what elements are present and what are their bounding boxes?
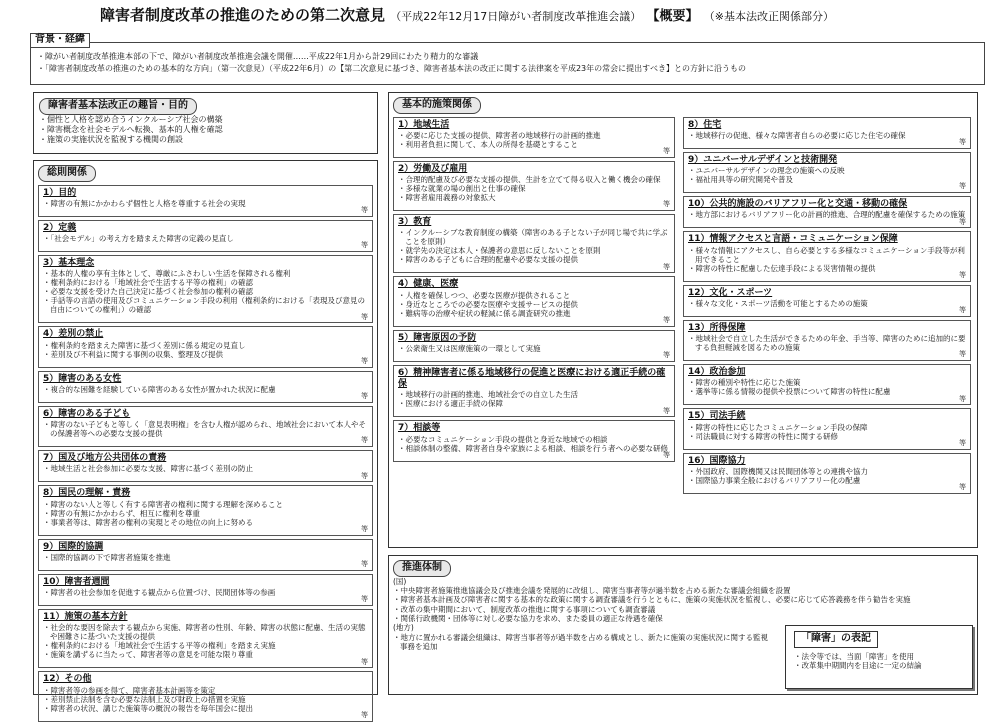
policy-section: [393, 420, 675, 461]
notation-box: [785, 625, 973, 689]
aims-box: [33, 92, 378, 154]
section-title: 6）精神障害者に係る地域移行の促進と医療における適正手続の確保: [398, 367, 666, 389]
section-items: [688, 334, 966, 352]
section-items: [43, 464, 368, 473]
general-sections: [38, 185, 373, 722]
etc-mark: 等: [959, 217, 966, 226]
list-item: ・ 合理的配慮及び必要な支援の提供、生計を立てて得る収入と働く機会の確保: [398, 175, 670, 184]
section-title: 13）所得保障: [688, 322, 746, 333]
list-item: ・ 施策の実施状況を監視する機関の創設: [39, 135, 372, 145]
policy-section: [38, 609, 373, 668]
policy-section: [683, 285, 971, 317]
general-label: 総則関係: [38, 165, 96, 182]
section-items: [398, 228, 670, 264]
section-title: 15）司法手続: [688, 411, 746, 422]
etc-mark: 等: [959, 270, 966, 279]
list-item: ・ 複合的な困難を経験している障害のある女性が置かれた状況に配慮: [43, 385, 368, 394]
section-items: [43, 420, 368, 438]
section-items: [43, 341, 368, 359]
list-item: ・ 障害者の社会参加を促進する観点から位置づけ、民間団体等の参画: [43, 588, 368, 597]
general-frame: [33, 160, 378, 719]
list-item: ・ 選挙等に係る情報の提供や投票について障害の特性に配慮: [688, 387, 966, 396]
list-item: ・ 社会的な要因を除去する観点から実施、障害者の性別、年齢、障害の状態に配慮、生活の実態や困難さに基づいた支援の提供: [43, 623, 368, 641]
section-title: 12）その他: [43, 674, 92, 685]
promotion-label: 推進体制: [393, 560, 451, 577]
list-item: ・ 様々な情報にアクセスし、自ら必要とする多様なコミュニケーション手段等が利用できること: [688, 246, 966, 264]
section-items: [398, 435, 670, 453]
section-title: 8）国民の理解・責務: [43, 488, 131, 499]
list-item: ・ 改革の集中期間において、制度改革の推進に関する事項についても調査審議: [393, 605, 973, 614]
basic-frame: [388, 92, 978, 548]
title-main: 障害者制度改革の推進のための第二次意見: [100, 6, 386, 24]
section-items: [398, 390, 670, 408]
policy-section: [683, 408, 971, 449]
section-title: 5）障害のある女性: [43, 373, 122, 384]
etc-mark: 等: [663, 351, 670, 359]
section-items: [398, 175, 670, 202]
etc-mark: 等: [361, 392, 368, 400]
list-item: ・ 障害者基本計画及び障害者に関する基本的な政策に関する調査審議を行うとともに、施策の実施状況を監視し、必要に応じて応答義務を伴う勧告を実施: [393, 595, 973, 604]
section-title: 10）障害者週間: [43, 576, 110, 587]
section-items: [43, 234, 368, 243]
section-items: [43, 588, 368, 597]
policy-section: [38, 220, 373, 252]
policy-section: [683, 453, 971, 494]
background-line-2: ・「障害者制度改革の推進のための基本的な方向」（第一次意見）（平成22年6月）の【第二次意見に基づき、障害者基本法の改正に関する法律案を平成23年の常会に提出すべき】との方針に沿うもの: [37, 64, 746, 73]
list-item: ・ 法令等では、当面「障害」を使用: [794, 652, 964, 661]
list-item: ・ 地方部におけるバリアフリー化の計画的推進、合理的配慮を確保するための施策: [688, 210, 966, 219]
list-item: ・ 「社会モデル」の考え方を踏まえた障害の定義の見直し: [43, 234, 368, 243]
background-label: 背景・経緯: [30, 33, 90, 48]
section-title: 2）労働及び雇用: [398, 163, 468, 174]
section-items: [688, 467, 966, 485]
section-items: [43, 623, 368, 659]
basic-label: 基本的施策関係: [393, 97, 481, 114]
etc-mark: 等: [361, 657, 368, 666]
etc-mark: 等: [959, 138, 966, 146]
list-item: ・ 障害のある子どもに合理的配慮や必要な支援の提供: [398, 255, 670, 264]
list-item: ・ 差別禁止法制を含む必要な法制上及び財政上の措置を実施: [43, 695, 368, 704]
aims-label: 障害者基本法改正の趣旨・目的: [39, 98, 197, 115]
policy-section: [38, 406, 373, 447]
policy-section: [683, 320, 971, 361]
etc-mark: 等: [361, 471, 368, 480]
list-item: ・ 施策を講ずるに当たって、障害者等の意見を可能な限り尊重: [43, 650, 368, 659]
policy-section: [393, 117, 675, 158]
etc-mark: 等: [959, 350, 966, 359]
notation-label: 「障害」の表記: [794, 631, 878, 648]
list-item: ・ 地域移行の計画的推進、地域社会での自立した生活: [398, 390, 670, 399]
policy-section: [38, 185, 373, 217]
policy-section: [38, 255, 373, 323]
etc-mark: 等: [663, 406, 670, 415]
etc-mark: 等: [959, 483, 966, 491]
basic-column-1: [393, 117, 675, 497]
etc-mark: 等: [663, 147, 670, 155]
list-item: ・ インクルーシブな教育制度の構築（障害のある子とない子が同じ場で共に学ぶことを原則）: [398, 228, 670, 246]
section-title: 3）基本理念: [43, 258, 95, 268]
list-item: ・ 手話等の言語の使用及びコミュニケーション手段の利用（権利条約における「表現及び意見の自由についての権利」）の確認: [43, 296, 368, 314]
list-item: ・ 障害概念を社会モデルへ転換、基本的人権を確認: [39, 125, 372, 135]
list-item: ・ 多様な就業の場の創出と仕事の確保: [398, 184, 670, 193]
list-item: ・ 相談体制の整備、障害者自身や家族による相談、相談を行う者への必要な研修: [398, 444, 670, 453]
page-title: [100, 6, 834, 25]
policy-section: [683, 196, 971, 228]
list-item: ・ 障害のない人と等しく有する障害者の権利に関する理解を深めること: [43, 500, 368, 509]
list-item: ・ 障害の有無にかかわらず、相互に権利を尊重: [43, 509, 368, 518]
list-item: ・ 権利条約における「地域社会で生活する平等の権利」を踏まえ実施: [43, 641, 368, 650]
etc-mark: 等: [361, 560, 368, 568]
section-title: 1）目的: [43, 187, 77, 198]
notation-list: [794, 652, 964, 671]
section-title: 16）国際協力: [688, 455, 746, 466]
list-item: ・ 事業者等は、障害者の権利の実現とその地位の向上に努める: [43, 518, 368, 527]
basic-column-2: [683, 117, 971, 497]
policy-section: [38, 450, 373, 482]
background-line-1: ・障がい者制度改革推進本部の下で、障がい者制度改革推進会議を開催……平成22年1月から計29回にわたり精力的な審議: [37, 52, 479, 61]
background-box: [30, 42, 985, 85]
list-item: ・ 福祉用具等の研究開発や普及: [688, 175, 966, 184]
list-item: ・ 利用者負担に関して、本人の所得を基礎とすること: [398, 140, 670, 149]
etc-mark: 等: [361, 595, 368, 604]
section-title: 11）施策の基本方針: [43, 612, 128, 622]
etc-mark: 等: [361, 356, 368, 365]
etc-mark: 等: [959, 306, 966, 314]
section-title: 10）公共的施設のバリアフリー化と交通・移動の確保: [688, 199, 908, 209]
etc-mark: 等: [663, 200, 670, 209]
title-sub: （平成22年12月17日障がい者制度改革推進会議）: [390, 10, 642, 23]
section-items: [43, 500, 368, 527]
etc-mark: 等: [361, 436, 368, 445]
list-item: ・ 医療における適正手続の保障: [398, 399, 670, 408]
list-item: ・ 様々な文化・スポーツ活動を可能とするための施策: [688, 299, 966, 308]
section-title: 1）地域生活: [398, 119, 450, 130]
section-items: [43, 199, 368, 208]
promotion-local-heading: (地方): [393, 623, 414, 633]
section-title: 12）文化・スポーツ: [688, 287, 773, 298]
section-items: [688, 299, 966, 308]
list-item: ・ 関係行政機関・団体等に対し必要な協力を求め、また委員の適正な待遇を確保: [393, 614, 973, 623]
section-title: 7）相談等: [398, 423, 441, 434]
etc-mark: 等: [361, 524, 368, 533]
list-item: ・ 国際協力事業全般におけるバリアフリー化の配慮: [688, 476, 966, 485]
list-item: ・ 外国政府、国際機関又は民間団体等との連携や協力: [688, 467, 966, 476]
policy-section: [38, 574, 373, 606]
policy-section: [393, 276, 675, 326]
section-title: 2）定義: [43, 222, 77, 233]
policy-section: [683, 117, 971, 149]
etc-mark: 等: [959, 394, 966, 403]
list-item: ・ 改革集中期間内を目途に一定の結論: [794, 661, 964, 670]
policy-section: [38, 671, 373, 721]
section-title: 4）差別の禁止: [43, 329, 104, 340]
section-title: 8）住宅: [688, 119, 722, 130]
section-title: 7）国及び地方公共団体の責務: [43, 453, 167, 463]
etc-mark: 等: [361, 241, 368, 250]
list-item: ・ 障害の特性に配慮した伝達手段による災害情報の提供: [688, 264, 966, 273]
list-item: ・ 地域移行の促進、様々な障害者自らの必要に応じた住宅の確保: [688, 131, 966, 140]
section-items: [688, 166, 966, 184]
section-items: [398, 291, 670, 318]
list-item: ・ 障害の特性に応じたコミュニケーション手段の保障: [688, 423, 966, 432]
section-items: [688, 210, 966, 219]
policy-section: [683, 364, 971, 405]
list-item: ・ 地域社会で自立した生活ができるための年金、手当等、障害のために追加的に要する負担軽減を図るための施策: [688, 334, 966, 352]
list-item: ・ 障害の有無にかかわらず個性と人格を尊重する社会の実現: [43, 199, 368, 208]
list-item: ・ 地方に置かれる審議会組織は、障害当事者等が過半数を占める構成とし、新たに施策の実施状況に関する監視事務を追加: [393, 633, 773, 652]
section-items: [398, 131, 670, 149]
etc-mark: 等: [663, 262, 670, 271]
section-title: 9）国際的協調: [43, 541, 104, 552]
list-item: ・ 基本的人権の享有主体として、尊厳にふさわしい生活を保障される権利: [43, 269, 368, 278]
list-item: ・ 障害の種別や特性に応じた施策: [688, 378, 966, 387]
list-item: ・ 人権を確保しつつ、必要な医療が提供されること: [398, 291, 670, 300]
promotion-national-list: [393, 586, 973, 624]
list-item: ・ 差別及び不利益に関する事例の収集、整理及び提供: [43, 350, 368, 359]
section-title: 3）教育: [398, 217, 432, 227]
etc-mark: 等: [361, 206, 368, 214]
section-title: 9）ユニバーサルデザインと技術開発: [688, 154, 838, 165]
section-title: 11）情報アクセスと言語・コミュニケーション保障: [688, 234, 898, 245]
policy-section: [38, 485, 373, 535]
etc-mark: 等: [663, 450, 670, 459]
etc-mark: 等: [959, 438, 966, 447]
list-item: ・ 身近なところでの必要な医療や支援サービスの提供: [398, 300, 670, 309]
policy-section: [393, 330, 675, 362]
list-item: ・ 地域生活と社会参加に必要な支援、障害に基づく差別の防止: [43, 464, 368, 473]
policy-section: [393, 161, 675, 211]
policy-section: [38, 539, 373, 571]
policy-section: [393, 365, 675, 418]
list-item: ・ 難病等の治療や症状の軽減に係る調査研究の推進: [398, 309, 670, 318]
section-title: 6）障害のある子ども: [43, 408, 131, 419]
section-items: [688, 423, 966, 441]
section-items: [43, 686, 368, 713]
etc-mark: 等: [663, 315, 670, 324]
policy-section: [683, 231, 971, 281]
section-title: 5）障害原因の予防: [398, 332, 477, 343]
list-item: ・ 就学先の決定は本人・保護者の意思に反しないことを原則: [398, 246, 670, 255]
policy-section: [393, 214, 675, 273]
list-item: ・ 障害者等の参画を得て、障害者基本計画等を策定: [43, 686, 368, 695]
list-item: ・ 国際的協調の下で障害者施策を推進: [43, 553, 368, 562]
policy-section: [683, 152, 971, 193]
list-item: ・ ユニバーサルデザインの理念の施策への反映: [688, 166, 966, 175]
policy-section: [38, 371, 373, 403]
promotion-local-list: [393, 633, 773, 652]
list-item: ・ 障害のない子どもと等しく「意見表明権」を含む人権が認められ、地域社会において本人やその保護者等への必要な支援の提供: [43, 420, 368, 438]
list-item: ・ 司法職員に対する障害の特性に関する研修: [688, 432, 966, 441]
title-note: （※基本法改正関係部分）: [703, 10, 834, 23]
list-item: ・ 必要な支援を受けた自己決定に基づく社会参加の権利の確認: [43, 287, 368, 296]
section-items: [688, 131, 966, 140]
section-items: [688, 246, 966, 273]
list-item: ・ 中央障害者施策推進協議会及び推進会議を発展的に改組し、障害当事者等が過半数を占める新たな審議会組織を設置: [393, 586, 973, 595]
policy-section: [38, 326, 373, 367]
etc-mark: 等: [361, 710, 368, 719]
title-tag: 【概要】: [646, 9, 699, 24]
promotion-national-heading: (国): [393, 576, 407, 586]
section-items: [43, 385, 368, 394]
section-title: 14）政治参加: [688, 367, 746, 377]
section-title: 4）健康、医療: [398, 279, 459, 290]
section-items: [398, 344, 670, 353]
list-item: ・ 権利条約を踏まえた障害に基づく差別に係る規定の見直し: [43, 341, 368, 350]
section-items: [43, 269, 368, 314]
list-item: ・ 障害者の状況、講じた施策等の概況の報告を毎年国会に提出: [43, 704, 368, 713]
etc-mark: 等: [959, 182, 966, 191]
list-item: ・ 必要に応じた支援の提供、障害者の地域移行の計画的推進: [398, 131, 670, 140]
aims-list: [39, 115, 372, 146]
list-item: ・ 公衆衛生又は医療施策の一環として実施: [398, 344, 670, 353]
etc-mark: 等: [361, 312, 368, 321]
section-items: [688, 378, 966, 396]
list-item: ・ 障害者雇用義務の対象拡大: [398, 193, 670, 202]
list-item: ・ 権利条約における「地域社会で生活する平等の権利」の確認: [43, 278, 368, 287]
section-items: [43, 553, 368, 562]
list-item: ・ 必要なコミュニケーション手段の提供と身近な地域での相談: [398, 435, 670, 444]
list-item: ・ 個性と人格を認め合うインクルーシブ社会の構築: [39, 115, 372, 125]
